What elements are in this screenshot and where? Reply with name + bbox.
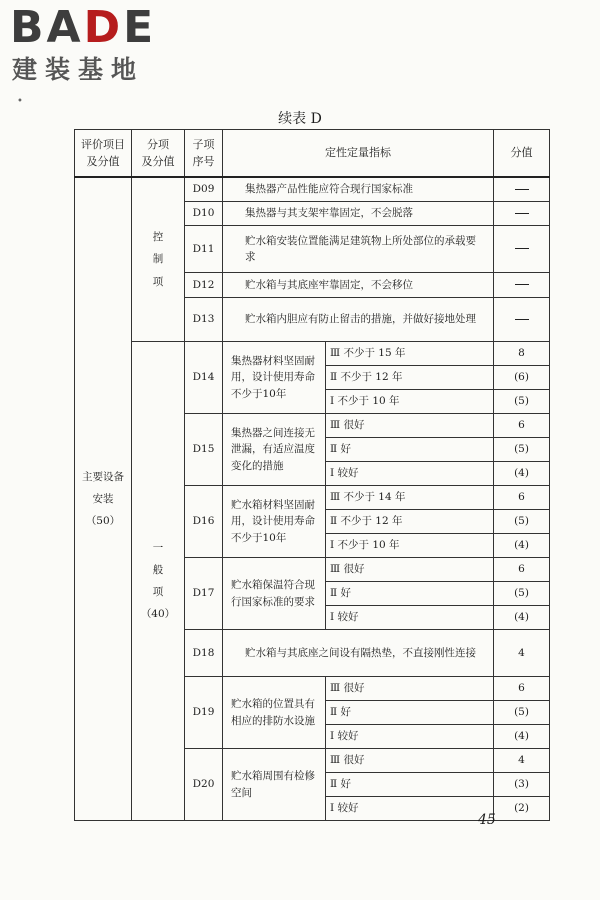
evaluation-table bbox=[74, 129, 550, 821]
score-cell: (5) bbox=[494, 510, 550, 534]
grade-cell: Ⅰ 不少于 10 年 bbox=[326, 390, 494, 414]
indicator-text: 贮水箱内胆应有防止留击的措施，并做好接地处理 bbox=[223, 298, 494, 342]
header-num: 子项 序号 bbox=[185, 130, 223, 178]
grade-cell: Ⅰ 较好 bbox=[326, 797, 494, 821]
grade-cell: Ⅰ 较好 bbox=[326, 606, 494, 630]
grade-cell: Ⅰ 较好 bbox=[326, 725, 494, 749]
item-id: D15 bbox=[185, 414, 223, 486]
grade-cell: Ⅰ 不少于 10 年 bbox=[326, 534, 494, 558]
score-cell: 8 bbox=[494, 342, 550, 366]
score-cell: (5) bbox=[494, 701, 550, 725]
grade-cell: Ⅲ 不少于 15 年 bbox=[326, 342, 494, 366]
item-id: D09 bbox=[185, 177, 223, 202]
logo-subtitle: 建装基地 bbox=[12, 55, 145, 84]
item-id: D12 bbox=[185, 273, 223, 298]
score-cell: (5) bbox=[494, 390, 550, 414]
score-cell bbox=[494, 298, 550, 342]
score-cell bbox=[494, 273, 550, 298]
score-cell: (5) bbox=[494, 582, 550, 606]
score-cell bbox=[494, 177, 550, 202]
indicator-text: 贮水箱的位置具有相应的排防水设施 bbox=[223, 677, 326, 749]
header-score: 分值 bbox=[494, 130, 550, 178]
table-caption: 续表 D bbox=[278, 111, 322, 127]
item-id: D16 bbox=[185, 486, 223, 558]
grade-cell: Ⅱ 好 bbox=[326, 773, 494, 797]
indicator-text: 贮水箱周围有检修空间 bbox=[223, 749, 326, 821]
grade-cell: Ⅲ 很好 bbox=[326, 749, 494, 773]
item-id: D19 bbox=[185, 677, 223, 749]
indicator-text: 贮水箱与其底座之间设有隔热垫，不直接刚性连接 bbox=[223, 630, 494, 677]
score-cell bbox=[494, 226, 550, 273]
item-id: D20 bbox=[185, 749, 223, 821]
item-id: D13 bbox=[185, 298, 223, 342]
score-cell: (4) bbox=[494, 534, 550, 558]
table-row bbox=[75, 342, 550, 366]
score-cell: (2) bbox=[494, 797, 550, 821]
item-id: D17 bbox=[185, 558, 223, 630]
indicator-text: 集热器产品性能应符合现行国家标准 bbox=[223, 177, 494, 202]
score-cell: (4) bbox=[494, 462, 550, 486]
score-cell: 6 bbox=[494, 558, 550, 582]
general-item-label: 一 般 项 （40） bbox=[132, 342, 185, 821]
indicator-text: 贮水箱保温符合现行国家标准的要求 bbox=[223, 558, 326, 630]
logo-wordmark: BADE bbox=[10, 2, 157, 53]
table-row bbox=[75, 177, 550, 202]
header-row bbox=[75, 130, 550, 178]
score-cell: (6) bbox=[494, 366, 550, 390]
control-item-label: 控 制 项 bbox=[132, 177, 185, 342]
score-cell: (5) bbox=[494, 438, 550, 462]
item-id: D14 bbox=[185, 342, 223, 414]
grade-cell: Ⅰ 较好 bbox=[326, 462, 494, 486]
grade-cell: Ⅲ 很好 bbox=[326, 558, 494, 582]
score-cell: 6 bbox=[494, 486, 550, 510]
dash-mark bbox=[515, 248, 529, 249]
grade-cell: Ⅱ 好 bbox=[326, 438, 494, 462]
grade-cell: Ⅱ 不少于 12 年 bbox=[326, 510, 494, 534]
dash-mark bbox=[515, 284, 529, 285]
indicator-text: 集热器材料坚固耐用，设计使用寿命不少于10年 bbox=[223, 342, 326, 414]
indicator-text: 集热器之间连接无泄漏，有适应温度变化的措施 bbox=[223, 414, 326, 486]
score-cell: (4) bbox=[494, 606, 550, 630]
page-number: 45 bbox=[478, 812, 496, 828]
header-item: 评价项目 及分值 bbox=[75, 130, 132, 178]
score-cell: (4) bbox=[494, 725, 550, 749]
score-cell: 6 bbox=[494, 677, 550, 701]
logo bbox=[10, 2, 180, 86]
grade-cell: Ⅲ 不少于 14 年 bbox=[326, 486, 494, 510]
decorative-mark: • bbox=[17, 96, 23, 107]
dash-mark bbox=[515, 189, 529, 190]
main-item-label: 主要设备 安装 （50） bbox=[75, 177, 132, 821]
grade-cell: Ⅱ 不少于 12 年 bbox=[326, 366, 494, 390]
header-sub: 分项 及分值 bbox=[132, 130, 185, 178]
grade-cell: Ⅲ 很好 bbox=[326, 414, 494, 438]
grade-cell: Ⅲ 很好 bbox=[326, 677, 494, 701]
header-indicator: 定性定量指标 bbox=[223, 130, 494, 178]
indicator-text: 贮水箱安装位置能满足建筑物上所处部位的承载要求 bbox=[223, 226, 494, 273]
score-cell: 6 bbox=[494, 414, 550, 438]
grade-cell: Ⅱ 好 bbox=[326, 701, 494, 725]
item-id: D18 bbox=[185, 630, 223, 677]
item-id: D10 bbox=[185, 202, 223, 226]
score-cell: 4 bbox=[494, 630, 550, 677]
score-cell bbox=[494, 202, 550, 226]
indicator-text: 集热器与其支架牢靠固定，不会脱落 bbox=[223, 202, 494, 226]
indicator-text: 贮水箱与其底座牢靠固定，不会移位 bbox=[223, 273, 494, 298]
dash-mark bbox=[515, 213, 529, 214]
dash-mark bbox=[515, 319, 529, 320]
grade-cell: Ⅱ 好 bbox=[326, 582, 494, 606]
item-id: D11 bbox=[185, 226, 223, 273]
score-cell: (3) bbox=[494, 773, 550, 797]
score-cell: 4 bbox=[494, 749, 550, 773]
indicator-text: 贮水箱材料坚固耐用，设计使用寿命不少于10年 bbox=[223, 486, 326, 558]
